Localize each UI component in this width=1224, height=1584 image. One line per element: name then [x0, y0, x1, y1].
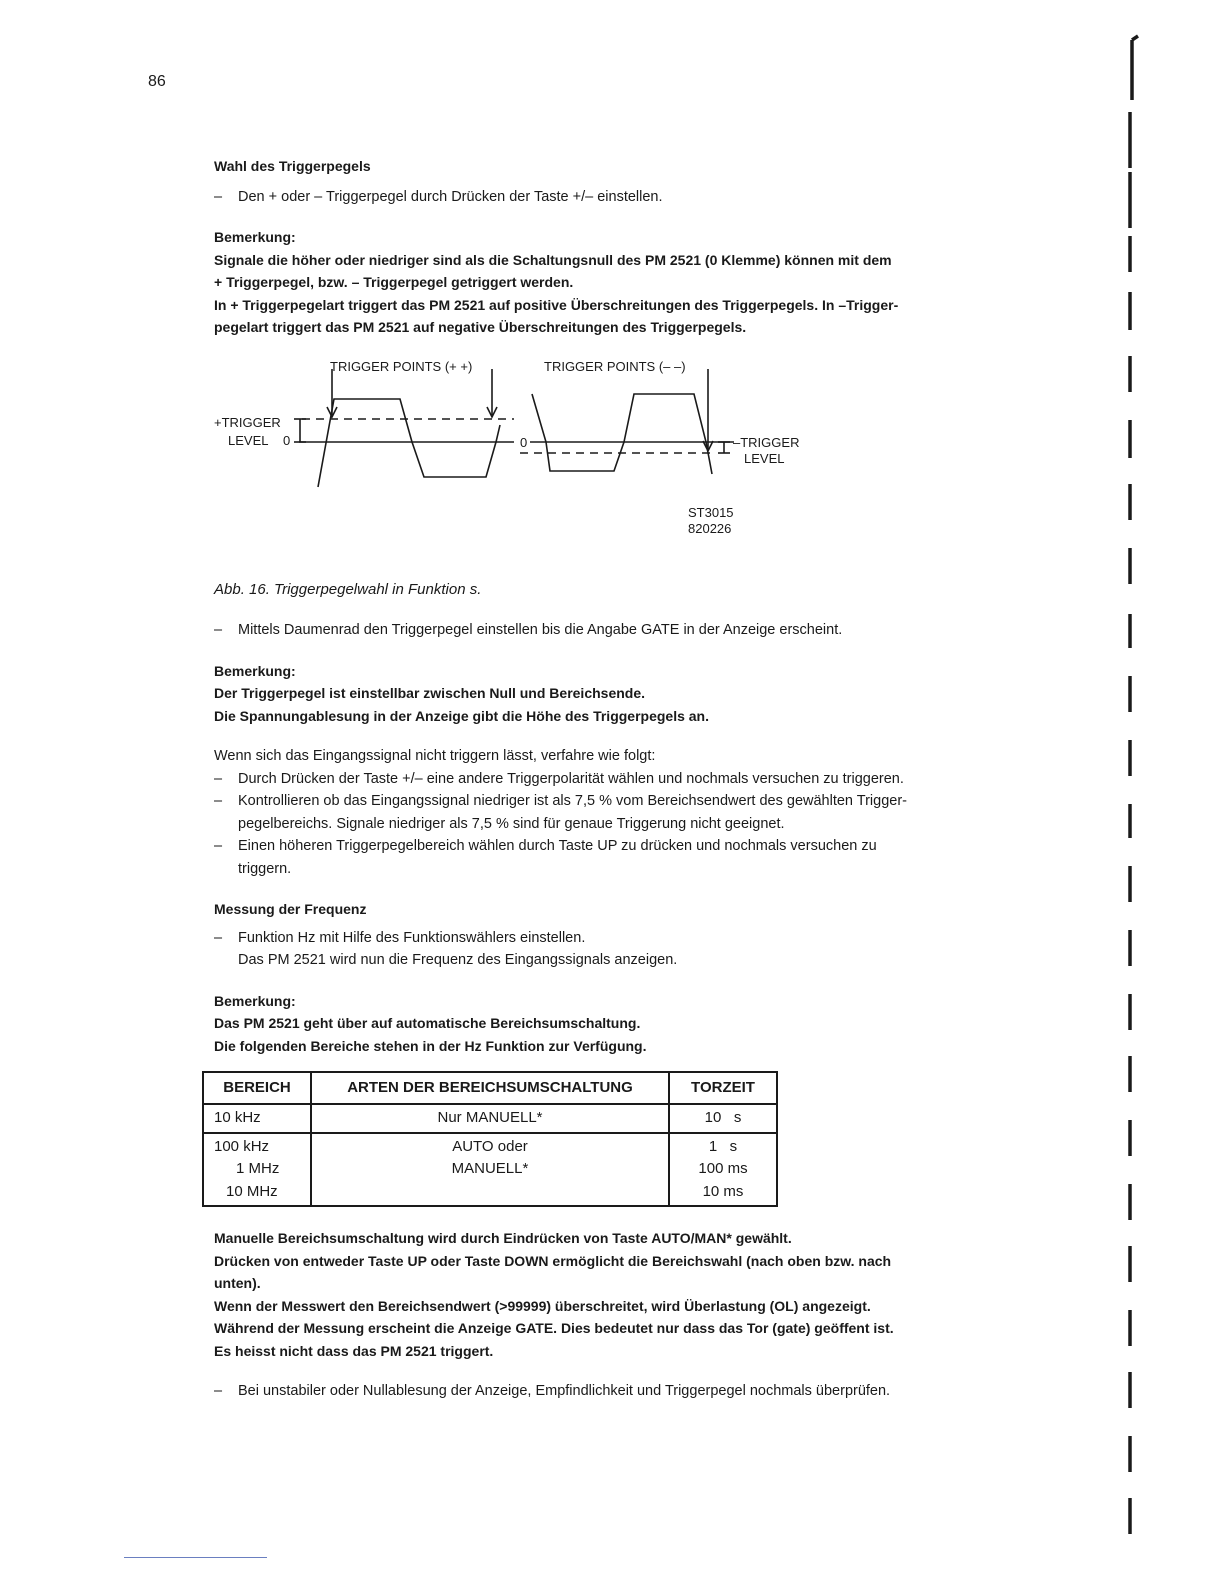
- final-step: – Bei unstabiler oder Nullablesung der Anzeige, Empfindlichkeit und Triggerpegel nochmals überprüfen.: [214, 1380, 1034, 1403]
- closing-note: unten).: [214, 1275, 261, 1291]
- header-torzeit: TORZEIT: [669, 1072, 777, 1104]
- label-trigger-points-positive: TRIGGER POINTS (+ +): [330, 358, 473, 374]
- cell-bereich: 10 kHz: [203, 1104, 311, 1133]
- step-thumbwheel: – Mittels Daumenrad den Triggerpegel einstellen bis die Angabe GATE in der Anzeige erscheint.: [214, 619, 1034, 642]
- binding-marks: [1118, 0, 1158, 1584]
- header-arten: ARTEN DER BEREICHSUMSCHALTUNG: [311, 1072, 669, 1104]
- label-pos-level: LEVEL: [228, 432, 269, 448]
- troubleshoot-item-line: pegelbereichs. Signale niedriger als 7,5 % sind für genaue Triggerung nicht geeignet.: [238, 815, 785, 832]
- left-waveform: [318, 399, 500, 487]
- cell-torzeit: [669, 1133, 777, 1207]
- figure-ref-code: ST3015: [688, 504, 734, 520]
- closing-note: Während der Messung erscheint die Anzeige GATE. Dies bedeutet nur dass das Tor (gate) geöffent ist.: [214, 1320, 894, 1336]
- figure-caption: Abb. 16. Triggerpegelwahl in Funktion s.: [214, 580, 482, 598]
- cell-art: Nur MANUELL*: [311, 1104, 669, 1133]
- troubleshoot-item-line: – Kontrollieren ob das Eingangssignal niedriger ist als 7,5 % vom Bereichsendwert des gewählten Trigger-: [238, 793, 907, 809]
- range-table: [202, 1071, 778, 1207]
- heading-frequency: Messung der Frequenz: [214, 901, 367, 917]
- label-neg-trigger: –TRIGGER: [733, 434, 800, 450]
- bereich-value: 100 kHz: [214, 1137, 270, 1155]
- trigger-diagram: [214, 339, 1034, 579]
- label-trigger-points-negative: TRIGGER POINTS (– –): [544, 358, 686, 374]
- label-neg-level: LEVEL: [744, 450, 785, 466]
- troubleshoot-item: [214, 790, 1034, 835]
- step-line: – Funktion Hz mit Hilfe des Funktionswählers einstellen.: [238, 929, 586, 946]
- closing-note: Wenn der Messwert den Bereichsendwert (>99999) überschreitet, wird Überlastung (OL) angezeigt.: [214, 1297, 871, 1314]
- note-line: Der Triggerpegel ist einstellbar zwischen Null und Bereichsende.: [214, 685, 646, 701]
- label-zero-right: 0: [520, 434, 528, 450]
- note-line: Die Spannungablesung in der Anzeige gibt die Höhe des Triggerpegels an.: [214, 707, 709, 724]
- art-value: AUTO oder: [452, 1137, 528, 1155]
- note-label: Bemerkung:: [214, 662, 296, 679]
- closing-note: Manuelle Bereichsumschaltung wird durch Eindrücken von Taste AUTO/MAN* gewählt.: [214, 1230, 792, 1246]
- binding-mark-group: [1130, 36, 1138, 1534]
- note-line: pegelart triggert das PM 2521 auf negative Überschreitungen des Triggerpegels.: [214, 319, 747, 335]
- right-waveform: [532, 394, 712, 474]
- note-label: Bemerkung:: [214, 992, 296, 1009]
- figure-ref-date: 820226: [688, 520, 732, 536]
- table-row: [203, 1133, 777, 1207]
- closing-note: Drücken von entweder Taste UP oder Taste DOWN ermöglicht die Bereichswahl (nach oben bzw. nach: [214, 1252, 892, 1269]
- note-line: In + Triggerpegelart triggert das PM 2521 auf positive Überschreitungen des Triggerpegels. In –Trigger-: [214, 296, 899, 313]
- troubleshoot-item-line: – Einen höheren Triggerpegelbereich wählen durch Taste UP zu drücken und nochmals versuchen zu: [238, 838, 877, 854]
- note-line: Signale die höher oder niedriger sind als die Schaltungsnull des PM 2521 (0 Klemme) können mit dem: [214, 251, 892, 268]
- footer-rule: [124, 1557, 267, 1558]
- torzeit-value: 1 s: [708, 1137, 738, 1155]
- art-value: MANUELL*: [451, 1160, 529, 1177]
- bereich-value: 10 MHz: [226, 1182, 278, 1200]
- step-set-trigger-polarity: – Den + oder – Triggerpegel durch Drücken der Taste +/– einstellen.: [214, 186, 1034, 209]
- troubleshoot-item-line: triggern.: [238, 860, 292, 877]
- heading-trigger-level: Wahl des Triggerpegels: [214, 158, 371, 174]
- note-line: + Triggerpegel, bzw. – Triggerpegel getriggert werden.: [214, 274, 574, 290]
- page-number: 86: [148, 73, 166, 90]
- note-label: Bemerkung:: [214, 229, 296, 245]
- label-zero-left: 0: [283, 432, 291, 448]
- header-bereich: BEREICH: [203, 1072, 311, 1104]
- closing-note: Es heisst nicht dass das PM 2521 triggert.: [214, 1342, 494, 1359]
- page-content: [214, 155, 1034, 1403]
- bereich-value: 1 MHz: [236, 1160, 280, 1177]
- troubleshoot-item: [214, 835, 1034, 880]
- troubleshoot-item: – Durch Drücken der Taste +/– eine andere Triggerpolarität wählen und nochmals versuchen zu triggeren.: [214, 768, 1034, 791]
- table-header-row: [203, 1072, 777, 1104]
- troubleshoot-intro: Wenn sich das Eingangssignal nicht triggern lässt, verfahre wie folgt:: [214, 748, 656, 764]
- torzeit-value: 100 ms: [698, 1160, 748, 1177]
- table-row: [203, 1104, 777, 1133]
- cell-torzeit: 10 s: [669, 1104, 777, 1133]
- cell-art: [311, 1133, 669, 1207]
- note-line: Die folgenden Bereiche stehen in der Hz Funktion zur Verfügung.: [214, 1037, 647, 1054]
- torzeit-value: 10 ms: [702, 1182, 744, 1200]
- step-frequency: [214, 927, 1034, 972]
- label-pos-trigger: +TRIGGER: [214, 414, 281, 430]
- note-line: Das PM 2521 geht über auf automatische Bereichsumschaltung.: [214, 1015, 641, 1031]
- step-line: Das PM 2521 wird nun die Frequenz des Eingangssignals anzeigen.: [238, 952, 678, 968]
- cell-bereich: [203, 1133, 311, 1207]
- trigger-figure: [214, 339, 1034, 579]
